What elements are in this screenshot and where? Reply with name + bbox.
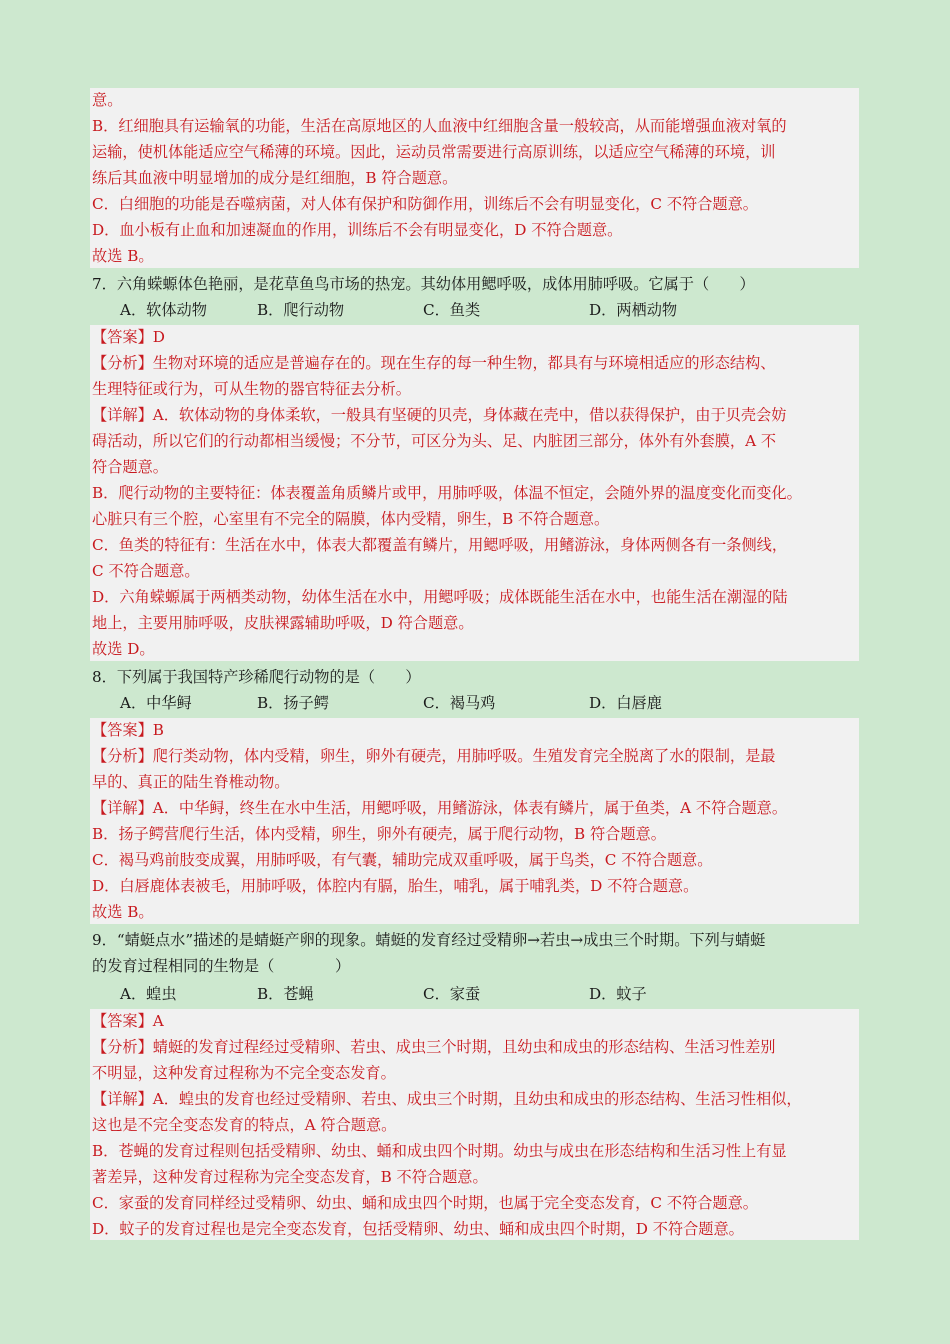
- answer-line: D．蚊子的发育过程也是完全变态发育，包括受精卵、幼虫、蛹和成虫四个时期，D 不符合题意。: [92, 1220, 744, 1238]
- answer-line: C．白细胞的功能是吞噬病菌，对人体有保护和防御作用，训练后不会有明显变化，C 不符合题意。: [92, 195, 758, 213]
- answer-line: 心脏只有三个腔，心室里有不完全的隔膜，体内受精，卵生，B 不符合题意。: [92, 510, 610, 528]
- option-c: C．家蚕: [423, 985, 481, 1003]
- answer-line: 碍活动，所以它们的行动都相当缓慢；不分节，可区分为头、足、内脏团三部分，体外有外套膜，A 不: [92, 432, 777, 450]
- answer-line: 【详解】A．软体动物的身体柔软，一般具有坚硬的贝壳，身体藏在壳中，借以获得保护，由于贝壳会妨: [92, 406, 787, 424]
- question-text-q7: 7．六角蝾螈体色艳丽，是花草鱼鸟市场的热宠。其幼体用鳃呼吸，成体用肺呼吸。它属于（ ）: [92, 275, 755, 293]
- question-text-q9: 的发育过程相同的生物是（ ）: [92, 957, 351, 975]
- answer-line: 【分析】生物对环境的适应是普遍存在的。现在生存的每一种生物，都具有与环境相适应的形态结构、: [92, 354, 776, 372]
- answer-line: 【分析】爬行类动物，体内受精，卵生，卵外有硬壳，用肺呼吸。生殖发育完全脱离了水的限制，是最: [92, 747, 776, 765]
- answer-line: 故选 B。: [92, 903, 154, 921]
- question-text-q9: 9．“蜻蜓点水”描述的是蜻蜓产卵的现象。蜻蜓的发育经过受精卵→若虫→成虫三个时期。下列与蜻蜓: [92, 931, 766, 949]
- answer-line: D．血小板有止血和加速凝血的作用，训练后不会有明显变化，D 不符合题意。: [92, 221, 623, 239]
- answer-line: C．褐马鸡前肢变成翼，用肺呼吸，有气囊，辅助完成双重呼吸，属于鸟类，C 不符合题意。: [92, 851, 713, 869]
- option-b: B．爬行动物: [257, 301, 345, 319]
- answer-line: 地上，主要用肺呼吸，皮肤裸露辅助呼吸，D 符合题意。: [92, 614, 474, 632]
- answer-line: 【答案】D: [92, 328, 165, 346]
- option-a: A．蝗虫: [120, 985, 177, 1003]
- answer-line: D．白唇鹿体表被毛，用肺呼吸，体腔内有膈，胎生，哺乳，属于哺乳类，D 不符合题意。: [92, 877, 699, 895]
- option-c: C．褐马鸡: [423, 694, 496, 712]
- option-a: A．软体动物: [120, 301, 207, 319]
- answer-line: 【详解】A．蝗虫的发育也经过受精卵、若虫、成虫三个时期，且幼虫和成虫的形态结构、生活习性相似，: [92, 1090, 802, 1108]
- answer-line: 这也是不完全变态发育的特点，A 符合题意。: [92, 1116, 397, 1134]
- answer-line: 运输，使机体能适应空气稀薄的环境。因此，运动员常需要进行高原训练，以适应空气稀薄的环境，训: [92, 143, 776, 161]
- answer-line: B．苍蝇的发育过程则包括受精卵、幼虫、蛹和成虫四个时期。幼虫与成虫在形态结构和生活习性上有显: [92, 1142, 787, 1160]
- answer-line: 著差异，这种发育过程称为完全变态发育，B 不符合题意。: [92, 1168, 488, 1186]
- answer-line: C 不符合题意。: [92, 562, 200, 580]
- option-b: B．扬子鳄: [257, 694, 329, 712]
- option-d: D．白唇鹿: [589, 694, 662, 712]
- answer-line: 早的、真正的陆生脊椎动物。: [92, 773, 290, 791]
- answer-line: 故选 D。: [92, 640, 155, 658]
- answer-line: B．红细胞具有运输氧的功能，生活在高原地区的人血液中红细胞含量一般较高，从而能增强血液对氧的: [92, 117, 787, 135]
- answer-line: 【详解】A．中华鲟，终生在水中生活，用鳃呼吸，用鳍游泳，体表有鳞片，属于鱼类，A 不符合题意。: [92, 799, 788, 817]
- answer-line: 练后其血液中明显增加的成分是红细胞，B 符合题意。: [92, 169, 458, 187]
- answer-line: C．鱼类的特征有：生活在水中，体表大都覆盖有鳞片，用鳃呼吸，用鳍游泳，身体两侧各有一条侧线，: [92, 536, 788, 554]
- answer-line: 不明显，这种发育过程称为不完全变态发育。: [92, 1064, 396, 1082]
- option-d: D．两栖动物: [589, 301, 678, 319]
- answer-line: 【答案】A: [92, 1012, 164, 1030]
- answer-line: 符合题意。: [92, 458, 168, 476]
- answer-line: C．家蚕的发育同样经过受精卵、幼虫、蛹和成虫四个时期，也属于完全变态发育，C 不符合题意。: [92, 1194, 758, 1212]
- answer-line: B．扬子鳄营爬行生活，体内受精，卵生，卵外有硬壳，属于爬行动物，B 符合题意。: [92, 825, 666, 843]
- answer-line: 意。: [92, 91, 123, 109]
- answer-line: 生理特征或行为，可从生物的器官特征去分析。: [92, 380, 411, 398]
- option-b: B．苍蝇: [257, 985, 314, 1003]
- answer-line: 【答案】B: [92, 721, 164, 739]
- option-c: C．鱼类: [423, 301, 481, 319]
- option-d: D．蚊子: [589, 985, 647, 1003]
- answer-line: B．爬行动物的主要特征：体表覆盖角质鳞片或甲，用肺呼吸，体温不恒定，会随外界的温度变化而变化。: [92, 484, 802, 502]
- answer-line: D．六角蝾螈属于两栖类动物，幼体生活在水中，用鳃呼吸；成体既能生活在水中，也能生活在潮湿的陆: [92, 588, 788, 606]
- answer-line: 故选 B。: [92, 247, 154, 265]
- question-text-q8: 8．下列属于我国特产珍稀爬行动物的是（ ）: [92, 668, 421, 686]
- answer-line: 【分析】蜻蜓的发育过程经过受精卵、若虫、成虫三个时期，且幼虫和成虫的形态结构、生活习性差别: [92, 1038, 776, 1056]
- option-a: A．中华鲟: [120, 694, 192, 712]
